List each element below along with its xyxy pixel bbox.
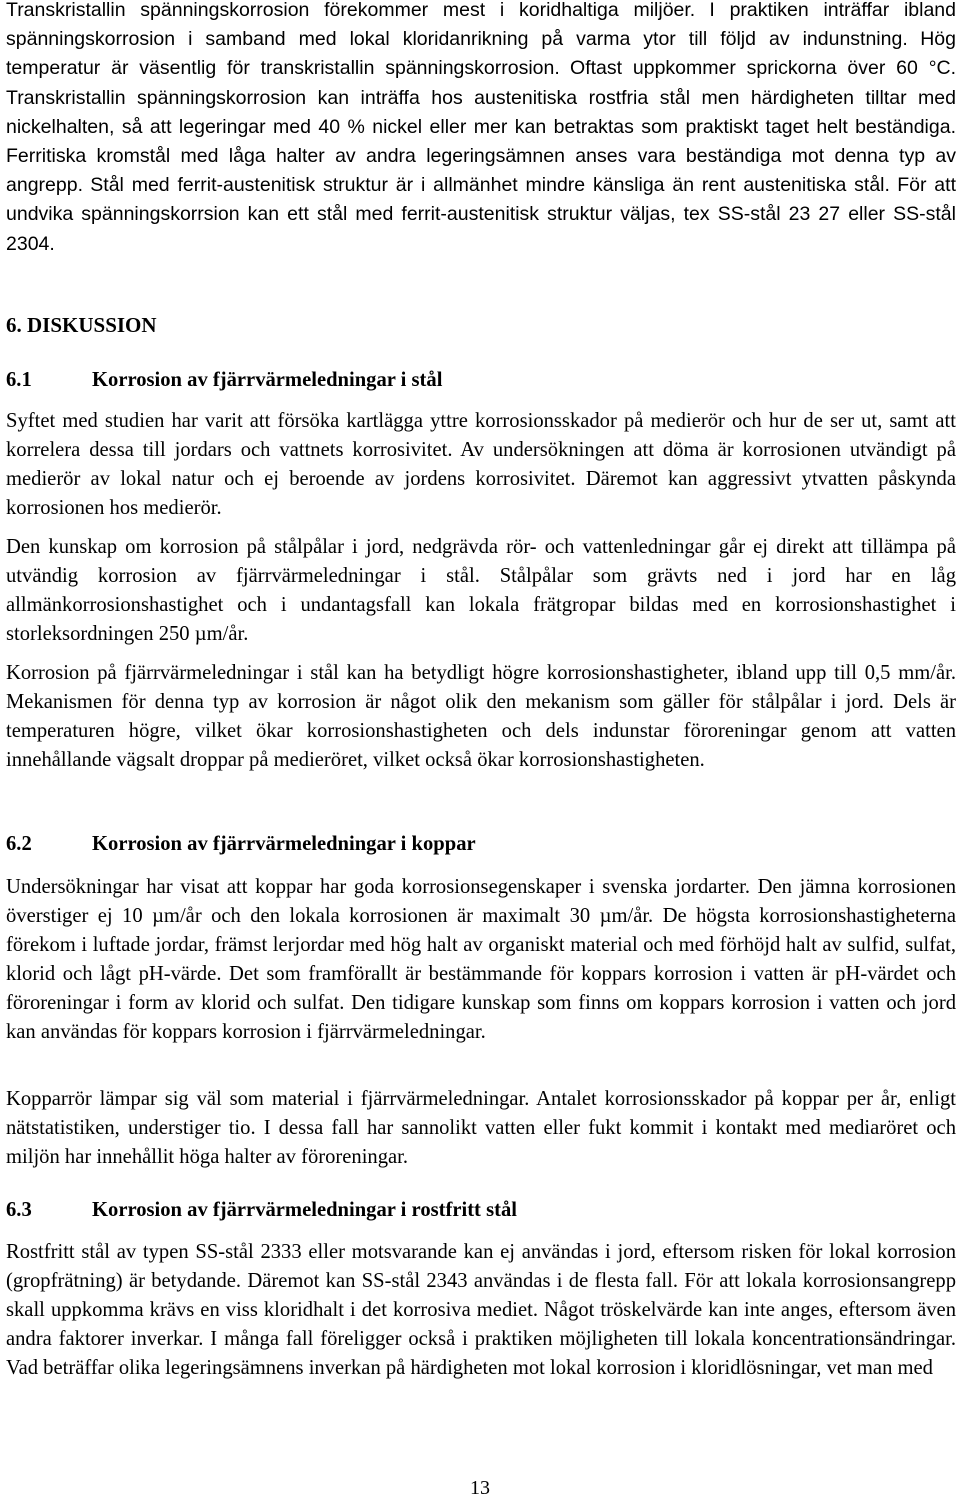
subsection-title: Korrosion av fjärrvärmeledningar i koppar [92, 833, 476, 855]
subsection-heading [6, 1199, 956, 1222]
subsection-title: Korrosion av fjärrvärmeledningar i stål [92, 369, 443, 391]
sentence: Transkristallin spänningskorrosion kan inträffa hos austenitiska rostfria stål men härdigheten tilltar med nickelhalten, så att legeringar med 40 % nickel eller mer kan betraktas som praktiskt taget helt beständiga. [6, 86, 956, 138]
sentence: Transkristallin spänningskorrosion förekommer mest i koridhaltiga miljöer. [6, 0, 696, 21]
paragraph: Kopparrör lämpar sig väl som material i fjärrvärmeledningar. Antalet korrosionsskador på koppar per år, enligt nätstatistiken, understiger tio. I dessa fall har sannolikt vatten eller fukt kommit i kontakt med mediaröret och miljön har innehållit höga halter av föroreningar. [6, 1088, 956, 1168]
paragraph: Undersökningar har visat att koppar har goda korrosionsegenskaper i svenska jordarter. Den jämna korrosionen överstiger ej 10 µm/år och den lokala korrosionen är maximalt 30 µm/år. De högsta korrosionshastigheterna förekom i luftade jordar, främst lerjordar med hög halt av organiskt material och med förhöjd halt av sulfid, sulfat, klorid och lågt pH-värde. Det som framförallt är bestämmande för koppars korrosion i vatten är pH-värdet och föroreningar i form av klorid och sulfat. Den tidigare kunskap som finns om koppars korrosion i vatten och jord kan användas för koppars korrosion i fjärrvärmeledningar. [6, 876, 956, 1043]
page-number: 13 [470, 1477, 490, 1499]
sentence: Oftast uppkommer sprickorna över 60 °C. [570, 57, 956, 80]
paragraph: Rostfritt stål av typen SS-stål 2333 eller motsvarande kan ej användas i jord, eftersom risken för lokal korrosion (gropfrätning) är betydande. Däremot kan SS-stål 2343 användas i de flesta fall. För att lokala korrosionsangrepp skall uppkomma krävs en viss kloridhalt i det korrosiva mediet. Något tröskelvärde kan inte anges, eftersom även andra faktorer inverkar. I många fall föreligger också i praktiken möjligheten till lokala koncentrationsändringar. Vad beträffar olika legeringsämnens inverkan på härdigheten mot lokal korrosion i kloridlösningar, vet man med [6, 1241, 956, 1379]
paragraph: Korrosion på fjärrvärmeledningar i stål kan ha betydligt högre korrosionshastigheter, ibland upp till 0,5 mm/år. Mekanismen för denna typ av korrosion är något olik den mekanism som gäller för stålpålar i jord. Dels är temperaturen högre, vilket ökar korrosionshastigheten och dels indunstar föroreningar genom att vatten innehållande vägsalt droppar på medieröret, vilket också ökar korrosionshastigheten. [6, 662, 956, 771]
subsection-title: Korrosion av fjärrvärmeledningar i rostfritt stål [92, 1199, 517, 1221]
subsection-number: 6.1 [6, 369, 32, 391]
intro-paragraph [6, 0, 956, 259]
section-heading: 6. DISKUSSION [6, 313, 157, 337]
sentence: För att undvika spänningskorrsion kan ett stål med ferrit-austenitisk struktur väljas, tex SS-stål 23 27 eller SS-stål 2304. [6, 174, 956, 255]
paragraph: Syftet med studien har varit att försöka kartlägga yttre korrosionsskador på medierör och hur de ser ut, samt att korrelera dessa till jordars och vattnets korrosivitet. Av undersökningen att döma är korrosionen utvändigt på medierör av lokal natur och ej beroende av jordens korrosivitet. Däremot kan aggressivt ytvatten påskynda korrosionen hos medierör. [6, 410, 956, 519]
sentence: Hög temperatur är väsentlig för transkristallin spänningskorrosion. [6, 28, 956, 80]
sentence: I praktiken inträffar ibland spänningskorrosion i samband med lokal kloridanrikning på varma ytor till följd av indunstning. [6, 0, 956, 51]
subsection-number: 6.2 [6, 833, 32, 855]
sentence: Stål med ferrit-austenitisk struktur är i allmänhet mindre känsliga än rent austenitiska stål. [90, 174, 890, 197]
subsection-heading [6, 369, 956, 392]
sentence: Ferritiska kromstål med låga halter av andra legeringsämnen anses vara beständiga mot denna typ av angrepp. [6, 145, 956, 197]
subsection-heading [6, 833, 956, 856]
paragraph: Den kunskap om korrosion på stålpålar i jord, nedgrävda rör- och vattenledningar går ej direkt att tillämpa på utvändig korrosion av fjärrvärmeledningar i stål. Stålpålar som grävts ned i jord har en låg allmänkorrosionshastighet och i undantagsfall kan lokala frätgropar bildas med en korrosionshastighet i storleksordningen 250 µm/år. [6, 536, 956, 645]
subsection-number: 6.3 [6, 1199, 32, 1221]
